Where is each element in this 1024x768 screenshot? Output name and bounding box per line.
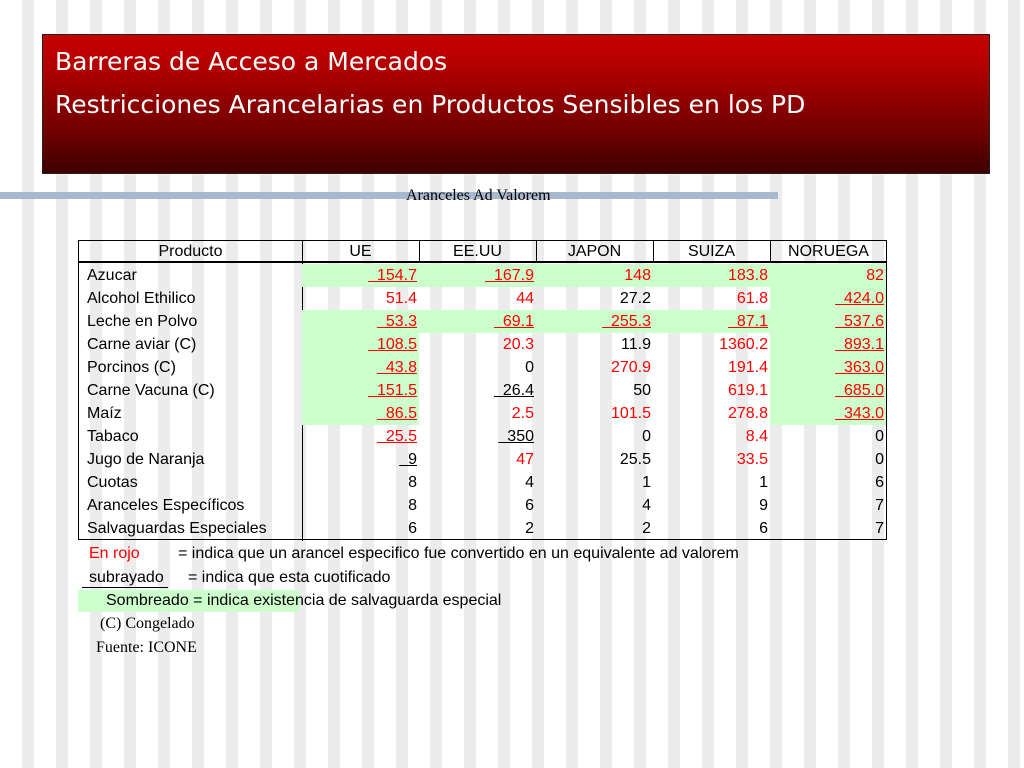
- table-row: [79, 333, 886, 356]
- table-row: [79, 517, 886, 540]
- header-producto: Producto: [158, 243, 223, 260]
- legend-rojo-label: En rojo: [89, 545, 140, 562]
- table-header: [79, 241, 886, 263]
- value-cell-ue: 25.5: [376, 428, 417, 445]
- value-cell-ue: 86.5: [302, 402, 419, 425]
- value-cell-suiza: 6: [759, 520, 768, 537]
- value-cell-ue: 6: [408, 520, 417, 537]
- value-cell-ue: 9: [399, 451, 417, 468]
- value-cell-eeuu: 350: [498, 428, 534, 445]
- value-cell-ue: 53.3: [302, 310, 419, 333]
- value-cell-noruega: 685.0: [770, 379, 886, 402]
- value-cell-eeuu: 47: [516, 451, 534, 468]
- divider-bar: [0, 192, 778, 199]
- value-cell-eeuu: 0: [525, 359, 534, 376]
- value-cell-japon: 101.5: [610, 405, 651, 422]
- value-cell-noruega: 343.0: [770, 402, 886, 425]
- value-cell-ue: 51.4: [385, 290, 417, 307]
- table-row: [79, 287, 886, 310]
- value-cell-eeuu: 2: [525, 520, 534, 537]
- value-cell-noruega: 363.0: [770, 356, 886, 379]
- product-cell: Carne Vacuna (C): [87, 382, 215, 399]
- product-cell: Azucar: [87, 267, 137, 284]
- header-suiza: SUIZA: [687, 243, 736, 260]
- value-cell-noruega: 0: [875, 451, 884, 468]
- value-cell-ue: 8: [408, 497, 417, 514]
- value-cell-japon: 148: [536, 264, 653, 287]
- value-cell-noruega: 82: [770, 264, 886, 287]
- value-cell-eeuu: 26.4: [493, 382, 534, 399]
- table-row: [79, 425, 886, 448]
- tariff-table: [78, 240, 887, 540]
- product-cell: Carne aviar (C): [87, 336, 197, 353]
- product-cell: Salvaguardas Especiales: [87, 520, 267, 537]
- value-cell-japon: 270.9: [610, 359, 651, 376]
- value-cell-eeuu: 20.3: [502, 336, 534, 353]
- value-cell-noruega: 0: [875, 428, 884, 445]
- value-cell-suiza: 8.4: [745, 428, 768, 445]
- value-cell-noruega: 7: [875, 497, 884, 514]
- legend-subrayado-text: = indica que esta cuotificado: [188, 569, 391, 586]
- value-cell-noruega: 424.0: [770, 287, 886, 310]
- value-cell-japon: 27.2: [619, 290, 651, 307]
- legend-subrayado-label: subrayado: [89, 569, 164, 586]
- value-cell-ue: 154.7: [302, 264, 419, 287]
- value-cell-noruega: 7: [875, 520, 884, 537]
- table-row: [79, 402, 886, 425]
- value-cell-suiza: 1: [759, 474, 768, 491]
- value-cell-japon: 50: [633, 382, 651, 399]
- value-cell-japon: 25.5: [619, 451, 651, 468]
- value-cell-japon: 11.9: [621, 336, 651, 353]
- value-cell-suiza: 619.1: [727, 382, 768, 399]
- header-eeuu: EE.UU: [453, 243, 502, 260]
- product-cell: Maíz: [87, 405, 122, 422]
- product-cell: Cuotas: [87, 474, 138, 491]
- value-cell-suiza: 191.4: [727, 359, 768, 376]
- title-banner: [42, 34, 990, 174]
- value-cell-japon: 1: [642, 474, 651, 491]
- table-row: [79, 448, 886, 471]
- product-cell: Leche en Polvo: [87, 313, 198, 330]
- value-cell-suiza: 278.8: [727, 405, 768, 422]
- product-cell: Aranceles Específicos: [87, 497, 245, 514]
- value-cell-eeuu: 6: [525, 497, 534, 514]
- header-divider: [653, 241, 654, 263]
- value-cell-suiza: 61.8: [736, 290, 768, 307]
- header-divider: [536, 241, 537, 263]
- product-cell: Porcinos (C): [87, 359, 176, 376]
- product-cell: Alcohol Ethilico: [87, 290, 196, 307]
- value-cell-japon: 0: [642, 428, 651, 445]
- table-row: [79, 379, 886, 402]
- value-cell-ue: 43.8: [302, 356, 419, 379]
- title-line-2: Restricciones Arancelarias en Productos Sensibles en los PD: [55, 90, 806, 119]
- legend-rojo-text: = indica que un arancel especifico fue convertido en un equivalente ad valorem: [178, 545, 739, 562]
- value-cell-suiza: 9: [759, 497, 768, 514]
- value-cell-noruega: 893.1: [770, 333, 886, 356]
- header-japon: JAPON: [567, 243, 622, 260]
- header-divider: [770, 241, 771, 263]
- value-cell-ue: 151.5: [302, 379, 419, 402]
- value-cell-suiza: 1360.2: [719, 336, 768, 353]
- value-cell-eeuu: 4: [525, 474, 534, 491]
- value-cell-japon: 2: [642, 520, 651, 537]
- header-noruega: NORUEGA: [788, 243, 869, 260]
- source-note: Fuente: ICONE: [96, 639, 197, 656]
- product-cell: Jugo de Naranja: [87, 451, 205, 468]
- value-cell-suiza: 183.8: [653, 264, 770, 287]
- value-cell-noruega: 537.6: [770, 310, 886, 333]
- value-cell-japon: 255.3: [536, 310, 653, 333]
- table-row: [79, 356, 886, 379]
- value-cell-eeuu: 69.1: [419, 310, 536, 333]
- legend-congelado: (C) Congelado: [100, 615, 195, 632]
- value-cell-noruega: 6: [875, 474, 884, 491]
- value-cell-suiza: 33.5: [736, 451, 768, 468]
- table-row: [79, 471, 886, 494]
- value-cell-eeuu: 2.5: [511, 405, 534, 422]
- product-cell: Tabaco: [87, 428, 139, 445]
- table-subtitle: Aranceles Ad Valorem: [406, 187, 551, 204]
- value-cell-eeuu: 44: [516, 290, 534, 307]
- table-row: [79, 264, 886, 287]
- value-cell-suiza: 87.1: [653, 310, 770, 333]
- value-cell-japon: 4: [642, 497, 651, 514]
- header-divider: [419, 241, 420, 263]
- header-ue: UE: [349, 243, 372, 260]
- value-cell-eeuu: 167.9: [419, 264, 536, 287]
- legend-sombreado-text: Sombreado = indica existencia de salvaguarda especial: [106, 592, 502, 609]
- table-row: [79, 310, 886, 333]
- title-line-1: Barreras de Acceso a Mercados: [55, 47, 448, 76]
- value-cell-ue: 8: [408, 474, 417, 491]
- value-cell-ue: 108.5: [302, 333, 419, 356]
- table-row: [79, 494, 886, 517]
